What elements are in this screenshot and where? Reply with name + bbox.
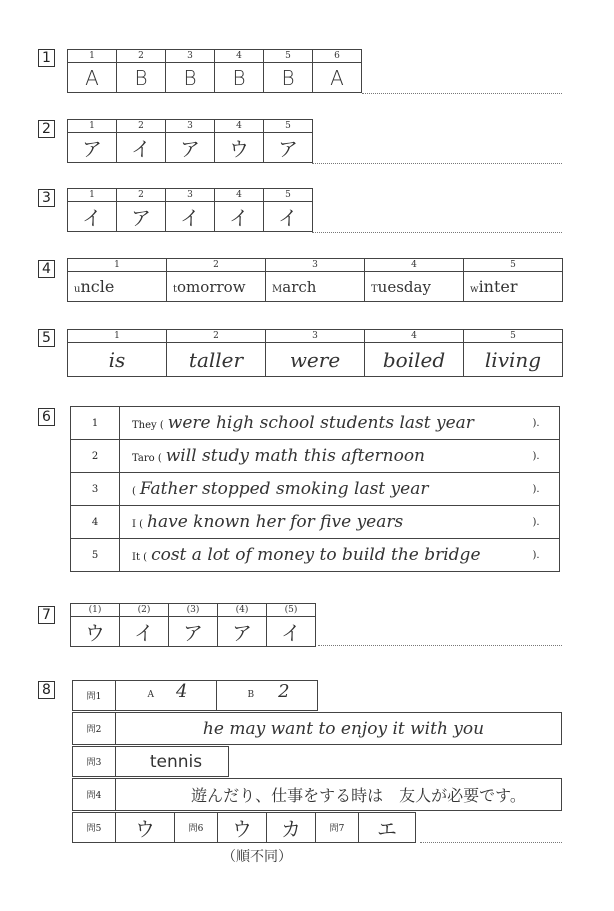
label-5-3: 3	[266, 330, 365, 343]
section-1-number: 1	[38, 49, 55, 67]
s8-q5-answer: ウ	[116, 813, 175, 843]
label-1-1: 1	[68, 50, 117, 63]
answer-5-2: taller	[167, 343, 266, 377]
section-2-number: 2	[38, 120, 55, 138]
s8-q4-answer: 遊んだり、仕事をする時は 友人が必要です。	[116, 779, 562, 811]
label-5-5: 5	[464, 330, 563, 343]
answer-4-4: Tuesday	[365, 272, 464, 302]
answer-1-5: B	[264, 63, 313, 93]
answer-1-6: A	[313, 63, 362, 93]
section-6-number: 6	[38, 408, 55, 426]
s8-q3-blank	[229, 747, 563, 777]
s6-row	[71, 473, 560, 506]
s8-q2-label: 問2	[73, 713, 116, 745]
answer-7-1: ウ	[71, 617, 120, 647]
label-1-4: 4	[215, 50, 264, 63]
label-4-1: 1	[68, 259, 167, 272]
label-3-2: 2	[117, 189, 166, 202]
dotted-rule-2	[312, 163, 562, 164]
s8-q3-answer: tennis	[116, 747, 229, 777]
answer-5-1: is	[68, 343, 167, 377]
label-3-4: 4	[215, 189, 264, 202]
section-3-table	[67, 188, 313, 232]
s6-row-end: ).	[513, 539, 560, 572]
answer-1-3: B	[166, 63, 215, 93]
s8-q5-label: 問5	[73, 813, 116, 843]
label-1-2: 2	[117, 50, 166, 63]
label-5-4: 4	[365, 330, 464, 343]
answer-4-3: March	[266, 272, 365, 302]
label-7-1: (1)	[71, 604, 120, 617]
s8-q6-label: 問6	[175, 813, 218, 843]
label-3-1: 1	[68, 189, 117, 202]
label-1-5: 5	[264, 50, 313, 63]
label-2-2: 2	[117, 120, 166, 133]
s8-q3-label: 問3	[73, 747, 116, 777]
answer-7-2: イ	[120, 617, 169, 647]
answer-7-5: イ	[267, 617, 316, 647]
s8-q1-label: 問1	[73, 681, 116, 711]
section-5-table	[67, 329, 563, 377]
dotted-rule-8	[420, 842, 562, 843]
answer-3-3: イ	[166, 202, 215, 232]
s6-row-content: ( Father stopped smoking last year	[120, 473, 514, 506]
section-4-number: 4	[38, 260, 55, 278]
answer-4-2: tomorrow	[167, 272, 266, 302]
s6-row-end: ).	[513, 506, 560, 539]
s8-q4-label: 問4	[73, 779, 116, 811]
answer-2-5: ア	[264, 133, 313, 163]
label-5-1: 1	[68, 330, 167, 343]
s6-row-number: 2	[71, 440, 120, 473]
s8-q3-row	[72, 746, 562, 777]
s6-row-number: 4	[71, 506, 120, 539]
answer-3-2: ア	[117, 202, 166, 232]
label-5-2: 2	[167, 330, 266, 343]
dotted-rule-3	[312, 232, 562, 233]
label-1-6: 6	[313, 50, 362, 63]
label-3-5: 5	[264, 189, 313, 202]
s8-q1-a: A 4	[116, 681, 217, 711]
s6-row-number: 5	[71, 539, 120, 572]
s8-q2-answer: he may want to enjoy it with you	[116, 713, 562, 745]
answer-4-1: uncle	[68, 272, 167, 302]
s8-q7-answer: エ	[359, 813, 416, 843]
answer-3-5: イ	[264, 202, 313, 232]
section-5-number: 5	[38, 329, 55, 347]
label-2-1: 1	[68, 120, 117, 133]
s8-q1-row	[72, 680, 318, 711]
section-7-number: 7	[38, 606, 55, 624]
s8-q2-row	[72, 712, 562, 745]
answer-2-2: イ	[117, 133, 166, 163]
label-1-3: 3	[166, 50, 215, 63]
answer-5-5: living	[464, 343, 563, 377]
section-3-number: 3	[38, 189, 55, 207]
label-4-3: 3	[266, 259, 365, 272]
s6-row-number: 3	[71, 473, 120, 506]
answer-7-4: ア	[218, 617, 267, 647]
section-8-number: 8	[38, 681, 55, 699]
answer-7-3: ア	[169, 617, 218, 647]
answer-3-4: イ	[215, 202, 264, 232]
label-2-5: 5	[264, 120, 313, 133]
s8-q6-answer-2: カ	[267, 813, 316, 843]
section-1-table	[67, 49, 362, 93]
answer-1-2: B	[117, 63, 166, 93]
s8-q7-label: 問7	[316, 813, 359, 843]
label-7-3: (3)	[169, 604, 218, 617]
s8-q4-row	[72, 778, 562, 811]
s6-row-end: ).	[513, 473, 560, 506]
s6-row	[71, 407, 560, 440]
answer-3-1: イ	[68, 202, 117, 232]
answer-5-3: were	[266, 343, 365, 377]
s6-row	[71, 506, 560, 539]
label-4-2: 2	[167, 259, 266, 272]
s6-row-number: 1	[71, 407, 120, 440]
s6-row-content: It ( cost a lot of money to build the bridge	[120, 539, 514, 572]
s6-row	[71, 440, 560, 473]
answer-5-4: boiled	[365, 343, 464, 377]
section-4-table	[67, 258, 563, 302]
label-7-5: (5)	[267, 604, 316, 617]
s6-row-end: ).	[513, 407, 560, 440]
s6-row-content: They ( were high school students last year	[120, 407, 514, 440]
s6-row	[71, 539, 560, 572]
s8-q5-row	[72, 812, 416, 843]
answer-1-4: B	[215, 63, 264, 93]
dotted-rule-1	[362, 93, 562, 94]
label-2-4: 4	[215, 120, 264, 133]
s6-row-content: I ( have known her for five years	[120, 506, 514, 539]
label-7-2: (2)	[120, 604, 169, 617]
label-7-4: (4)	[218, 604, 267, 617]
answer-2-3: ア	[166, 133, 215, 163]
section-6-table	[70, 406, 560, 572]
label-4-5: 5	[464, 259, 563, 272]
answer-1-1: A	[68, 63, 117, 93]
answer-4-5: winter	[464, 272, 563, 302]
s8-q6-answer-1: ウ	[218, 813, 267, 843]
s8-q1-b: B 2	[217, 681, 318, 711]
answer-2-1: ア	[68, 133, 117, 163]
section-2-table	[67, 119, 313, 163]
s6-row-content: Taro ( will study math this afternoon	[120, 440, 514, 473]
dotted-rule-7	[318, 645, 562, 646]
answer-2-4: ウ	[215, 133, 264, 163]
order-note: （順不同）	[222, 849, 292, 865]
section-7-table	[70, 603, 316, 647]
label-4-4: 4	[365, 259, 464, 272]
label-3-3: 3	[166, 189, 215, 202]
label-2-3: 3	[166, 120, 215, 133]
s6-row-end: ).	[513, 440, 560, 473]
